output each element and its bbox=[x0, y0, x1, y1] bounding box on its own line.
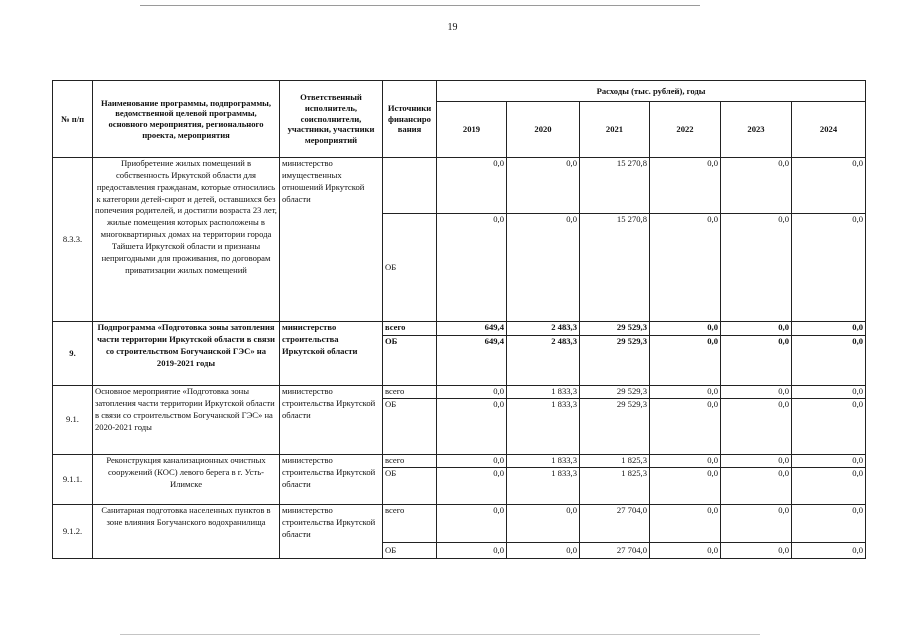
row-value: 0,0 bbox=[437, 468, 507, 505]
row-value: 0,0 bbox=[721, 455, 792, 468]
scan-artifact-top bbox=[140, 5, 700, 6]
row-value: 0,0 bbox=[721, 505, 792, 543]
row-value: 0,0 bbox=[721, 399, 792, 455]
col-header-year: 2020 bbox=[507, 102, 580, 158]
row-responsible: министерство строительства Иркутской области bbox=[280, 505, 383, 559]
budget-table bbox=[52, 80, 866, 559]
row-value: 0,0 bbox=[792, 158, 866, 214]
row-value: 1 833,3 bbox=[507, 386, 580, 399]
row-value: 0,0 bbox=[792, 214, 866, 322]
row-source bbox=[383, 158, 437, 214]
row-value: 0,0 bbox=[650, 399, 721, 455]
row-value: 2 483,3 bbox=[507, 322, 580, 336]
scan-artifact-bottom bbox=[120, 634, 760, 635]
row-value: 0,0 bbox=[650, 386, 721, 399]
row-value: 1 825,3 bbox=[580, 455, 650, 468]
row-value: 0,0 bbox=[650, 505, 721, 543]
row-source: ОБ bbox=[383, 336, 437, 386]
row-value: 0,0 bbox=[437, 399, 507, 455]
row-value: 0,0 bbox=[721, 543, 792, 559]
row-value: 649,4 bbox=[437, 322, 507, 336]
col-header-year: 2021 bbox=[580, 102, 650, 158]
row-value: 15 270,8 bbox=[580, 214, 650, 322]
row-value: 1 833,3 bbox=[507, 455, 580, 468]
row-value: 29 529,3 bbox=[580, 399, 650, 455]
col-header-responsible: Ответственный исполнитель, соисполнители, участники, участники мероприятий bbox=[280, 81, 383, 158]
row-value: 0,0 bbox=[721, 468, 792, 505]
row-value: 0,0 bbox=[507, 505, 580, 543]
row-code: 9.1.1. bbox=[53, 455, 93, 505]
row-source: всего bbox=[383, 505, 437, 543]
row-source: всего bbox=[383, 386, 437, 399]
row-value: 0,0 bbox=[437, 158, 507, 214]
row-source: всего bbox=[383, 322, 437, 336]
row-value: 29 529,3 bbox=[580, 322, 650, 336]
row-value: 29 529,3 bbox=[580, 336, 650, 386]
row-value: 0,0 bbox=[650, 158, 721, 214]
row-value: 0,0 bbox=[437, 386, 507, 399]
row-value: 0,0 bbox=[792, 336, 866, 386]
table-row bbox=[53, 158, 866, 214]
row-value: 0,0 bbox=[507, 158, 580, 214]
row-value: 1 825,3 bbox=[580, 468, 650, 505]
row-value: 15 270,8 bbox=[580, 158, 650, 214]
row-code: 8.3.3. bbox=[53, 158, 93, 322]
row-name: Приобретение жилых помещений в собственность Иркутской области для предоставления гражданам, которые относились к категории детей-сирот и детей, оставшихся без попечения родителей, и достигли возраста 23 лет, жилые помещения которых расположены в многоквартирных домах на территории города Тайшета Иркутской области и признаны непригодными для проживания, по договорам приватизации жилых помещений bbox=[93, 158, 280, 322]
row-value: 0,0 bbox=[792, 505, 866, 543]
row-value: 0,0 bbox=[792, 543, 866, 559]
row-value: 0,0 bbox=[721, 386, 792, 399]
row-value: 0,0 bbox=[792, 322, 866, 336]
row-value: 0,0 bbox=[437, 214, 507, 322]
row-code: 9.1. bbox=[53, 386, 93, 455]
row-value: 0,0 bbox=[792, 468, 866, 505]
row-value: 0,0 bbox=[721, 214, 792, 322]
row-value: 0,0 bbox=[650, 468, 721, 505]
table-header bbox=[53, 81, 866, 158]
col-header-year: 2023 bbox=[721, 102, 792, 158]
row-responsible: министерство строительства Иркутской области bbox=[280, 386, 383, 455]
row-source: всего bbox=[383, 455, 437, 468]
table-row bbox=[53, 386, 866, 399]
row-source: ОБ bbox=[383, 399, 437, 455]
row-responsible: министерство строительства Иркутской области bbox=[280, 322, 383, 386]
table-row bbox=[53, 505, 866, 543]
row-value: 0,0 bbox=[721, 336, 792, 386]
row-name: Основное мероприятие «Подготовка зоны затопления части территории Иркутской области в связи со строительством Богучанской ГЭС» на 2020-2021 годы bbox=[93, 386, 280, 455]
row-name: Подпрограмма «Подготовка зоны затопления части территории Иркутской области в связи со строительством Богучанской ГЭС» на 2019-2021 годы bbox=[93, 322, 280, 386]
row-value: 0,0 bbox=[650, 322, 721, 336]
col-header-source: Источники финансиро вания bbox=[383, 81, 437, 158]
row-name: Реконструкция канализационных очистных сооружений (КОС) левого берега в г. Усть-Илимске bbox=[93, 455, 280, 505]
row-value: 0,0 bbox=[437, 455, 507, 468]
row-value: 0,0 bbox=[437, 505, 507, 543]
row-code: 9.1.2. bbox=[53, 505, 93, 559]
row-value: 649,4 bbox=[437, 336, 507, 386]
row-value: 27 704,0 bbox=[580, 505, 650, 543]
col-header-year: 2019 bbox=[437, 102, 507, 158]
row-responsible: министерство имущественных отношений Иркутской области bbox=[280, 158, 383, 322]
row-value: 0,0 bbox=[721, 158, 792, 214]
row-value: 1 833,3 bbox=[507, 399, 580, 455]
row-value: 0,0 bbox=[792, 455, 866, 468]
col-header-year: 2024 bbox=[792, 102, 866, 158]
table-row bbox=[53, 322, 866, 336]
row-value: 0,0 bbox=[721, 322, 792, 336]
table-row bbox=[53, 455, 866, 468]
row-source: ОБ bbox=[383, 468, 437, 505]
row-value: 0,0 bbox=[437, 543, 507, 559]
row-code: 9. bbox=[53, 322, 93, 386]
row-value: 29 529,3 bbox=[580, 386, 650, 399]
row-value: 0,0 bbox=[650, 214, 721, 322]
row-source: ОБ bbox=[383, 543, 437, 559]
row-value: 0,0 bbox=[650, 543, 721, 559]
row-name: Санитарная подготовка населенных пунктов в зоне влияния Богучанского водохранилища bbox=[93, 505, 280, 559]
col-header-name: Наименование программы, подпрограммы, ведомственной целевой программы, основного мероприятия, регионального проекта, мероприятия bbox=[93, 81, 280, 158]
row-value: 0,0 bbox=[507, 214, 580, 322]
row-value: 0,0 bbox=[650, 455, 721, 468]
row-value: 0,0 bbox=[650, 336, 721, 386]
col-header-year: 2022 bbox=[650, 102, 721, 158]
row-responsible: министерство строительства Иркутской области bbox=[280, 455, 383, 505]
row-value: 1 833,3 bbox=[507, 468, 580, 505]
page-number: 19 bbox=[447, 22, 458, 33]
row-value: 27 704,0 bbox=[580, 543, 650, 559]
row-source: ОБ bbox=[383, 214, 437, 322]
row-value: 0,0 bbox=[507, 543, 580, 559]
row-value: 0,0 bbox=[792, 386, 866, 399]
row-value: 2 483,3 bbox=[507, 336, 580, 386]
col-header-number: № п/п bbox=[53, 81, 93, 158]
row-value: 0,0 bbox=[792, 399, 866, 455]
col-header-expenses: Расходы (тыс. рублей), годы bbox=[437, 81, 866, 102]
